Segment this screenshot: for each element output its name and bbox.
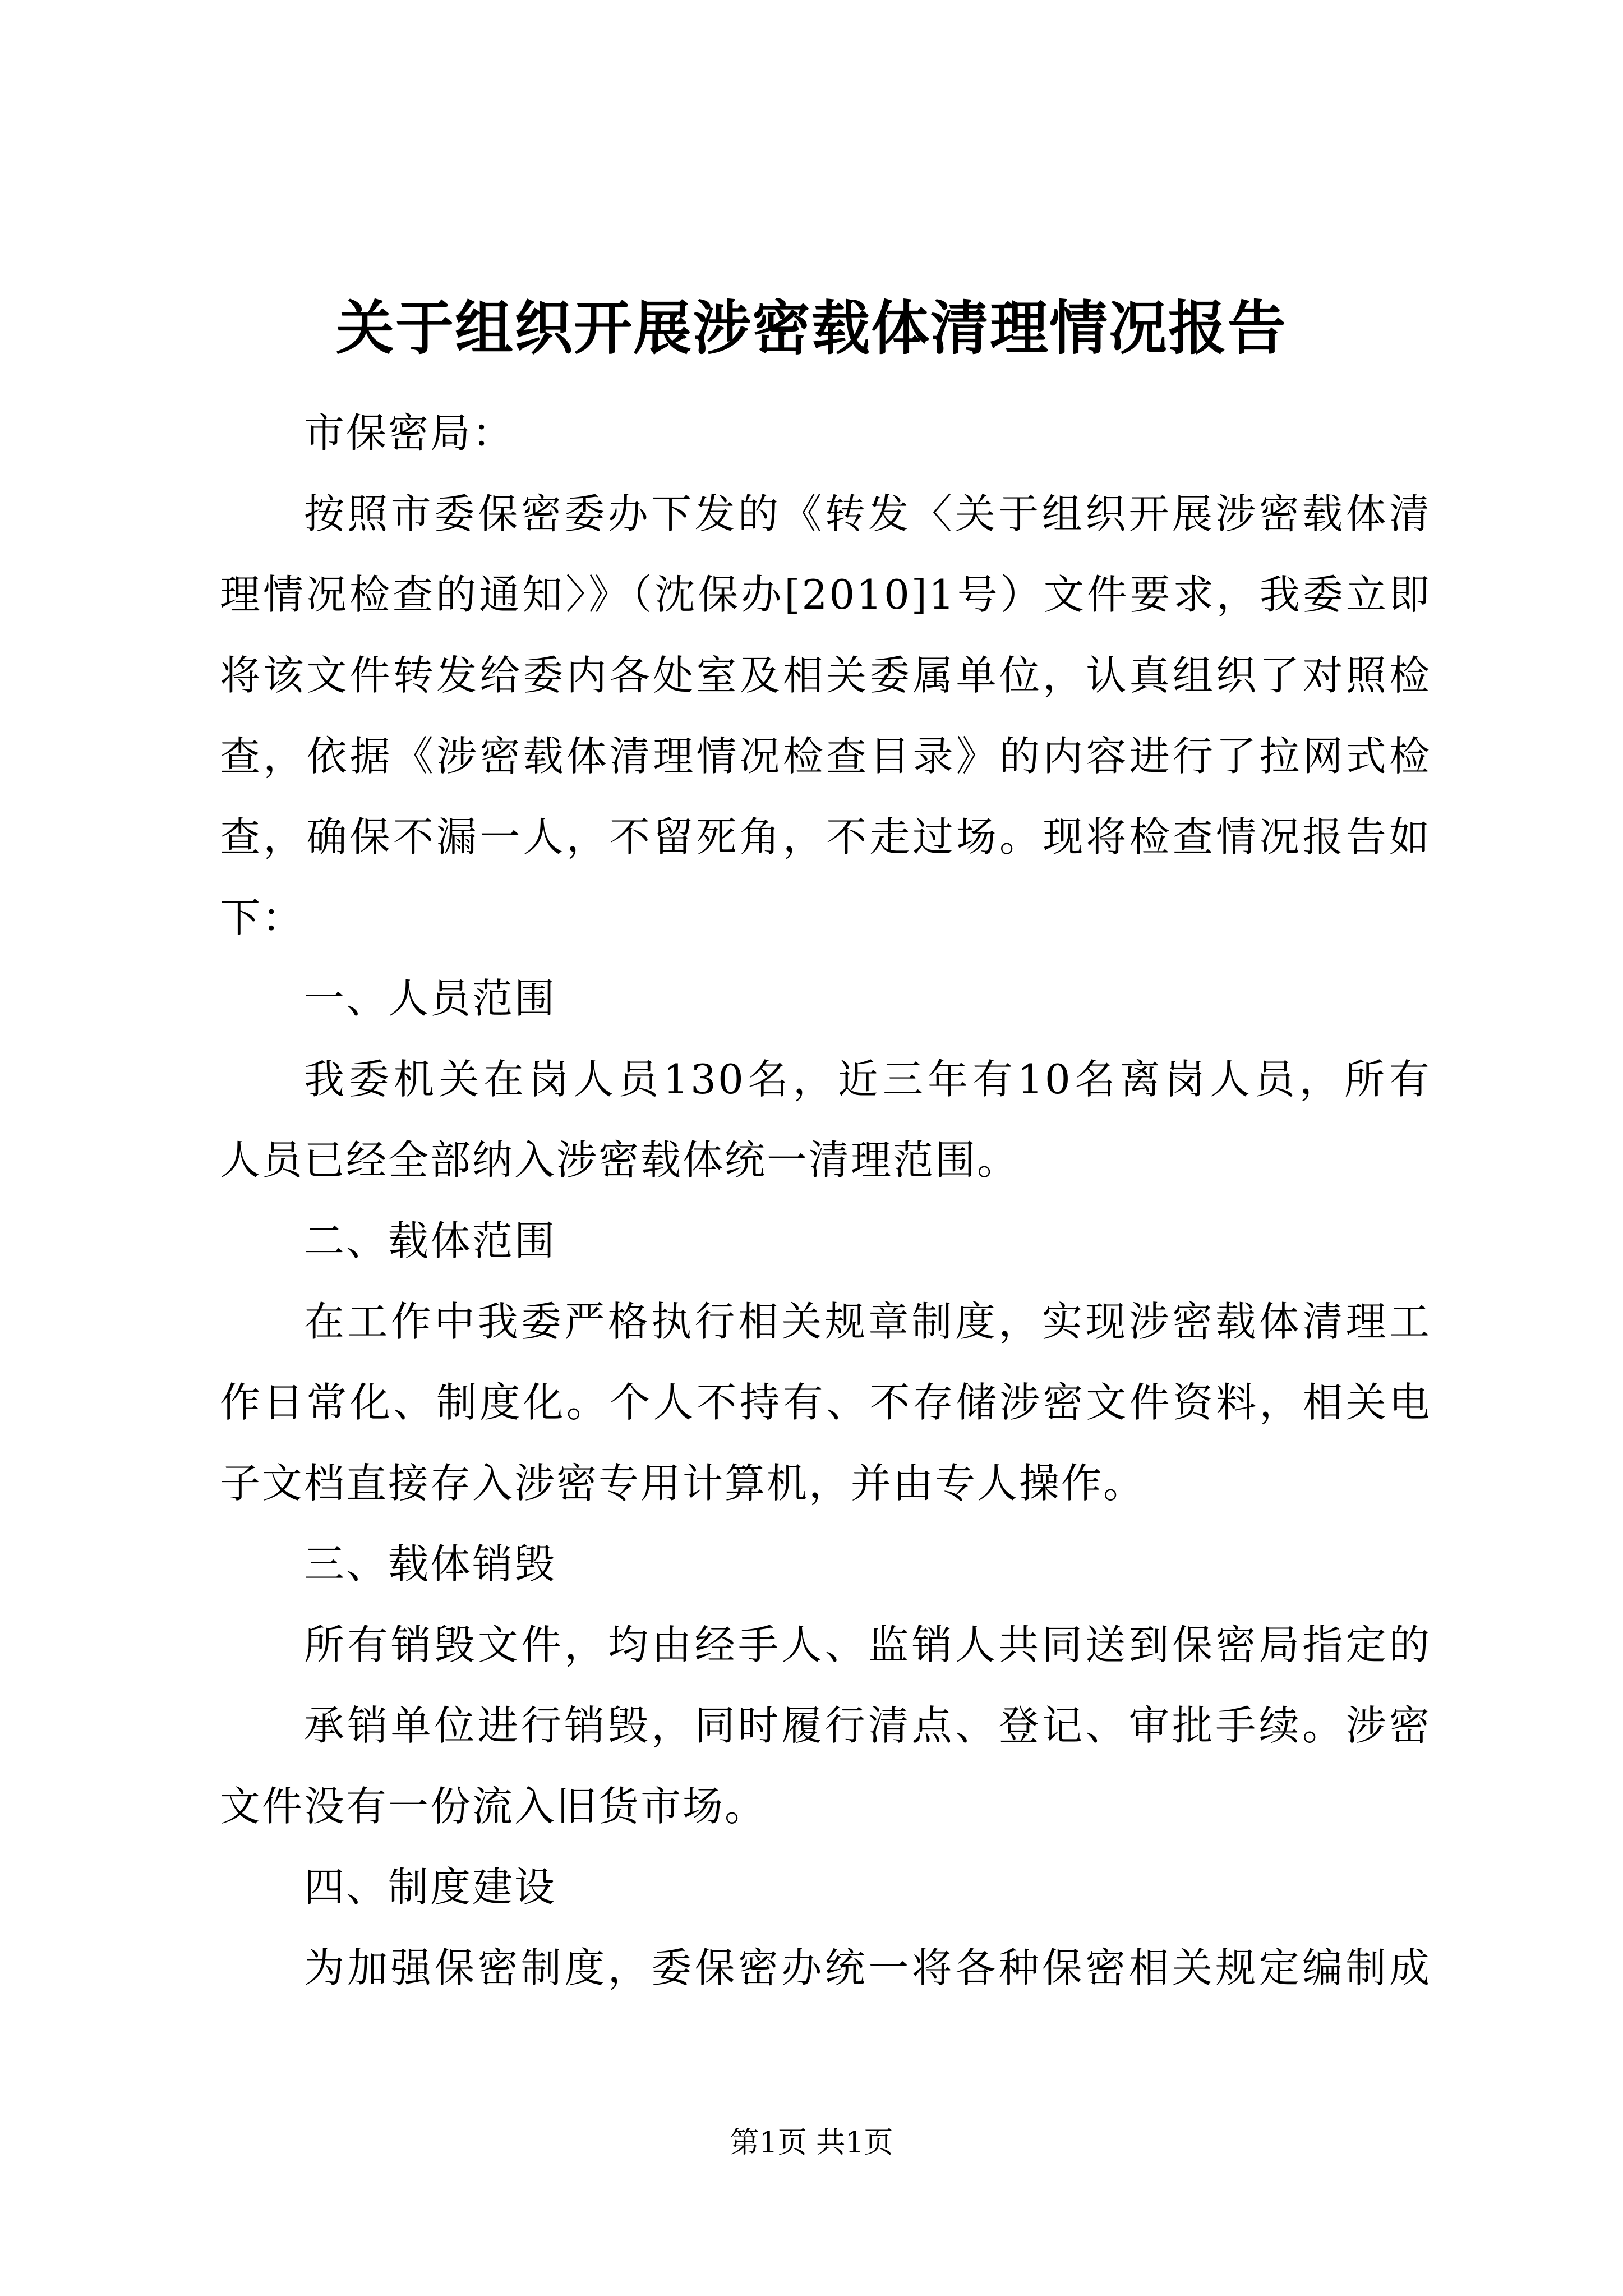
paragraph-line: 承销单位进行销毁，同时履行清点、登记、审批手续。涉密 xyxy=(304,1702,1431,1749)
paragraph-line: 为加强保密制度，委保密办统一将各种保密相关规定编制成 xyxy=(304,1944,1431,1991)
paragraph-line: 查，依据《涉密载体清理情况检查目录》的内容进行了拉网式检 xyxy=(220,733,1431,780)
paragraph-line: 下： xyxy=(220,894,305,941)
paragraph-line: 所有销毁文件，均由经手人、监销人共同送到保密局指定的 xyxy=(304,1621,1431,1668)
section-heading: 三、载体销毁 xyxy=(304,1540,557,1588)
paragraph-line: 将该文件转发给委内各处室及相关委属单位，认真组织了对照检 xyxy=(220,652,1431,699)
paragraph-line: 理情况检查的通知〉》（沈保办[2010]1号）文件要求，我委立即 xyxy=(220,571,1431,618)
section-heading: 四、制度建设 xyxy=(304,1864,557,1911)
section-heading: 二、载体范围 xyxy=(304,1217,557,1264)
section-heading: 一、人员范围 xyxy=(304,975,557,1022)
paragraph-line: 文件没有一份流入旧货市场。 xyxy=(220,1783,767,1830)
document-body xyxy=(220,393,1431,2008)
document-title: 关于组织开展涉密载体清理情况报告 xyxy=(335,293,1287,362)
salutation: 市保密局： xyxy=(304,409,515,457)
paragraph-line: 按照市委保密委办下发的《转发〈关于组织开展涉密载体清 xyxy=(304,490,1431,537)
page-footer: 第1页 共1页 xyxy=(730,2126,893,2160)
paragraph-line: 人员已经全部纳入涉密载体统一清理范围。 xyxy=(220,1137,1020,1184)
paragraph-line: 在工作中我委严格执行相关规章制度，实现涉密载体清理工 xyxy=(304,1298,1431,1345)
paragraph-line: 作日常化、制度化。个人不持有、不存储涉密文件资料，相关电 xyxy=(220,1379,1431,1426)
paragraph-line: 查，确保不漏一人，不留死角，不走过场。现将检查情况报告如 xyxy=(220,813,1431,861)
paragraph-line: 我委机关在岗人员130名，近三年有10名离岗人员，所有 xyxy=(304,1056,1431,1103)
paragraph-line: 子文档直接存入涉密专用计算机，并由专人操作。 xyxy=(220,1460,1146,1507)
